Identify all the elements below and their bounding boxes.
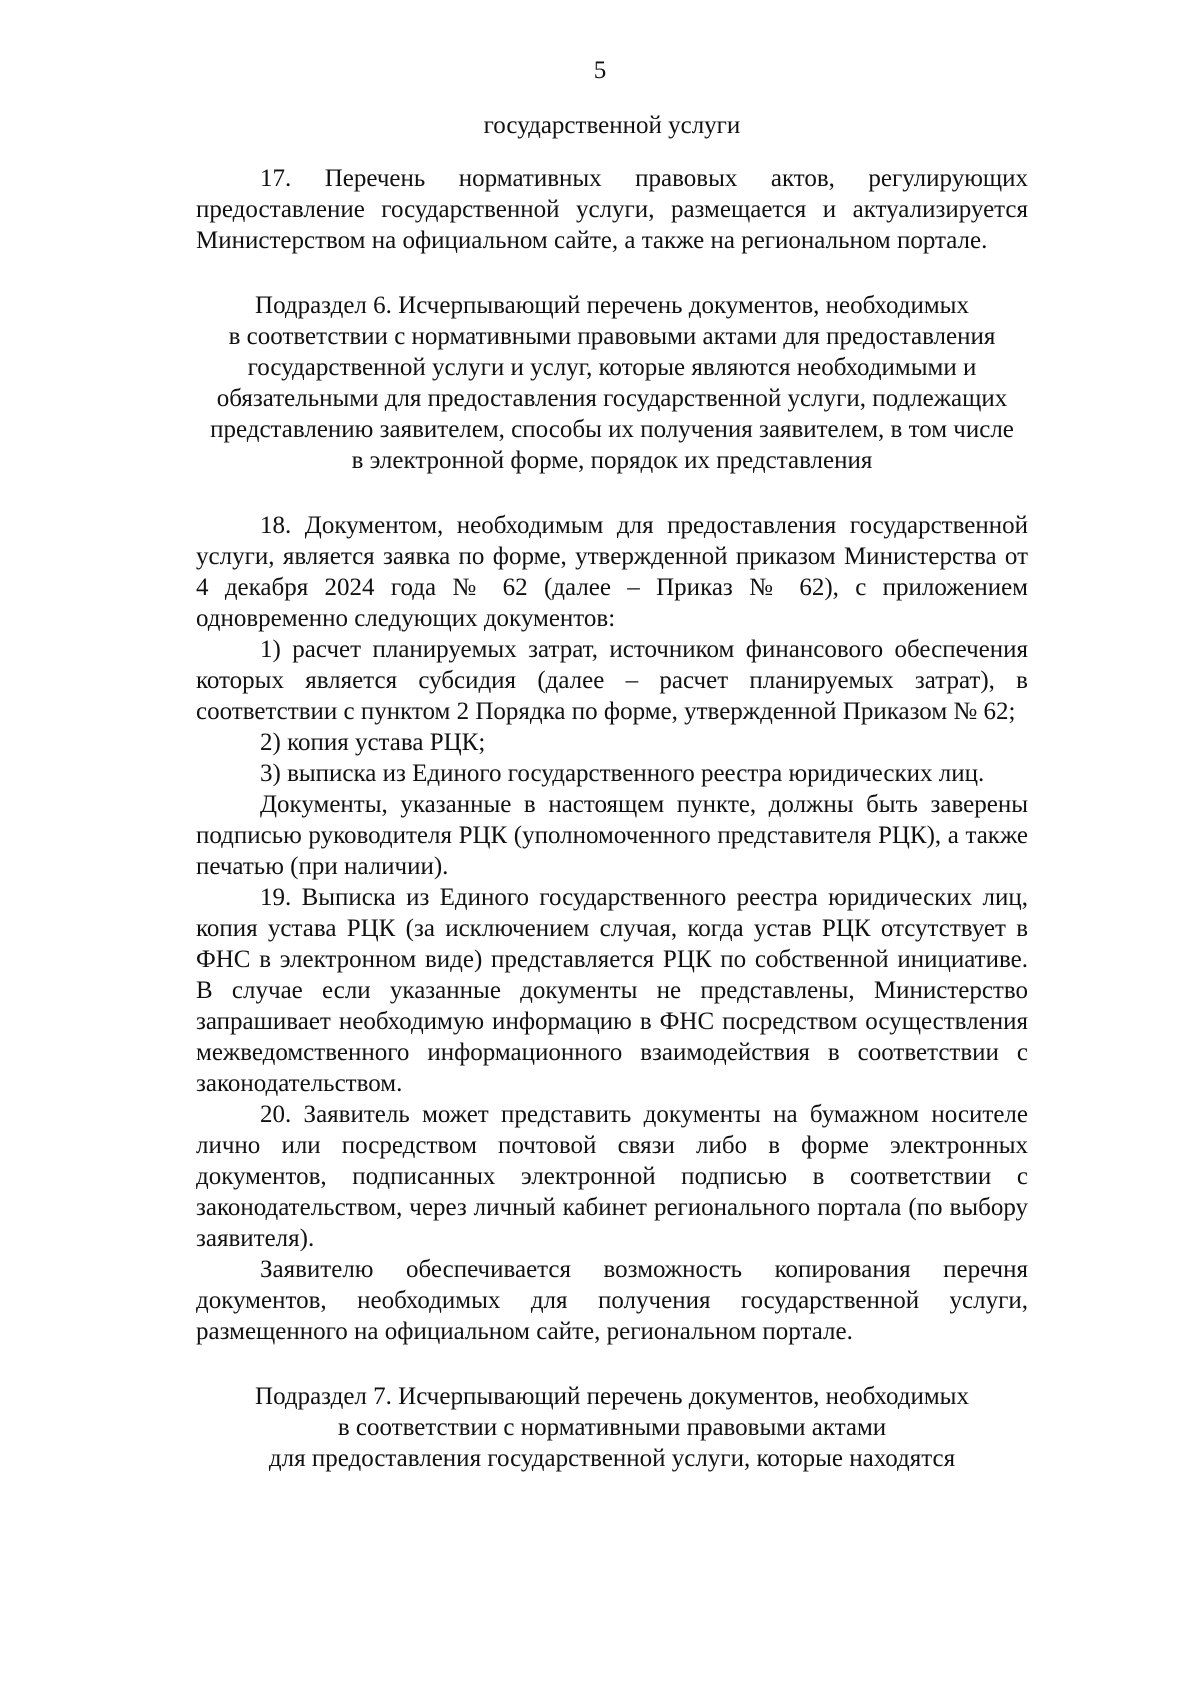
paragraph-18-note: Документы, указанные в настоящем пункте, должны быть заверены подписью руководителя РЦК (уполномоченного представителя РЦК), а также печатью (при наличии).: [196, 791, 1028, 880]
paragraph-18-item-2: 2) копия устава РЦК;: [260, 729, 486, 756]
subsection-6-heading: [196, 290, 1028, 476]
subsection-6-line: государственной услуги и услуг, которые являются необходимыми и: [247, 354, 977, 381]
paragraph-17: 17. Перечень нормативных правовых актов, регулирующих предоставление государственной услуги, размещается и актуализируется Министерством на официальном сайте, а также на региональном портале.: [196, 165, 1028, 254]
page-number: 5: [593, 57, 607, 84]
paragraph-20: 20. Заявитель может представить документы на бумажном носителе лично или посредством почтовой связи либо в форме электронных документов, подписанных электронной подписью в соответствии с законодательством, через личный кабинет регионального портала (по выбору заявителя).: [196, 1101, 1028, 1252]
subsection-6-line: в соответствии с нормативными правовыми актами для предоставления: [228, 323, 996, 350]
page-content: [196, 110, 1028, 1474]
header-continuation: государственной услуги: [483, 112, 741, 139]
paragraph-18: 18. Документом, необходимым для предоставления государственной услуги, является заявка по форме, утвержденной приказом Министерства от 4 декабря 2024 года № 62 (далее – Приказ № 62), с приложением одновременно следующих документов:: [196, 512, 1028, 632]
paragraph-20-note: Заявителю обеспечивается возможность копирования перечня документов, необходимых для получения государственной услуги, размещенного на официальном сайте, региональном портале.: [196, 1256, 1028, 1345]
subsection-6-line: Подраздел 6. Исчерпывающий перечень документов, необходимых: [255, 292, 969, 319]
subsection-7-line: в соответствии с нормативными правовыми актами: [337, 1414, 887, 1441]
subsection-6-line: в электронной форме, порядок их представления: [351, 447, 873, 474]
subsection-7-line: Подраздел 7. Исчерпывающий перечень документов, необходимых: [255, 1383, 969, 1410]
paragraph-18-item-1: 1) расчет планируемых затрат, источником финансового обеспечения которых является субсидия (далее – расчет планируемых затрат), в соответствии с пунктом 2 Порядка по форме, утвержденной Приказом № 62;: [196, 636, 1028, 725]
subsection-7-heading: [196, 1381, 1028, 1474]
subsection-7-line: для предоставления государственной услуги, которые находятся: [268, 1445, 956, 1472]
paragraph-18-item-3: 3) выписка из Единого государственного реестра юридических лиц.: [260, 760, 985, 787]
paragraph-19: 19. Выписка из Единого государственного реестра юридических лиц, копия устава РЦК (за исключением случая, когда устав РЦК отсутствует в ФНС в электронном виде) представляется РЦК по собственной инициативе. В случае если указанные документы не представлены, Министерство запрашивает необходимую информацию в ФНС посредством осуществления межведомственного информационного взаимодействия в соответствии с законодательством.: [196, 884, 1028, 1097]
subsection-6-line: представлению заявителем, способы их получения заявителем, в том числе: [210, 416, 1014, 443]
subsection-6-line: обязательными для предоставления государственной услуги, подлежащих: [216, 385, 1008, 412]
